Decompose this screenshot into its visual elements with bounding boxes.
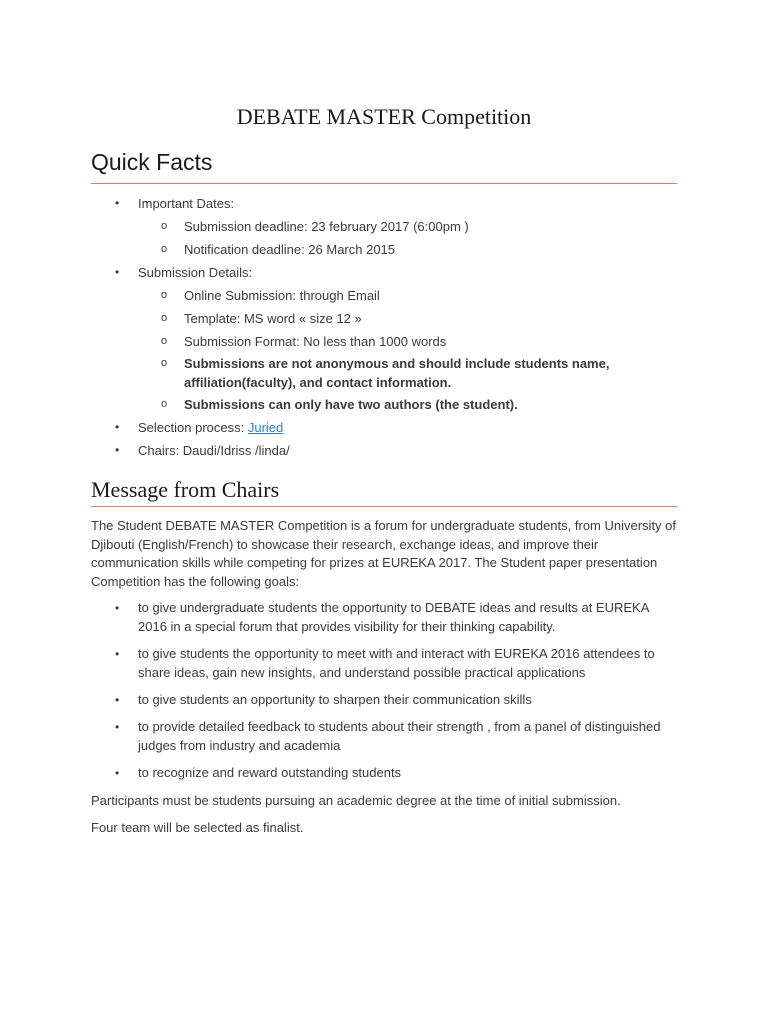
bullet-circle: o xyxy=(161,220,168,232)
bullet-dot: • xyxy=(115,265,120,279)
bullet-dot: • xyxy=(115,766,120,780)
bullet-dot: • xyxy=(115,443,120,457)
message-heading: Message from Chairs xyxy=(91,477,280,502)
intro-paragraph: The Student DEBATE MASTER Competition is a forum for undergraduate students, from University of Djibouti (English/French) to showcase their research, exchange ideas, and improve their communication skills while competing for prizes at EUREKA 2017. The Student paper presentation Competition has the following goals: xyxy=(91,518,677,589)
bullet-circle: o xyxy=(161,357,168,369)
two-authors-note: Submissions can only have two authors (the student). xyxy=(184,397,518,412)
bullet-dot: • xyxy=(115,647,120,661)
selection-process xyxy=(138,418,283,437)
goal-item: to give students the opportunity to meet with and interact with EUREKA 2016 attendees to share ideas, gain new insights, and understand possible practical applications xyxy=(138,646,655,680)
selection-label: Selection process: xyxy=(138,420,248,435)
goal-item: to provide detailed feedback to students about their strength , from a panel of distinguished judges from industry and academia xyxy=(138,719,661,753)
bullet-dot: • xyxy=(115,693,120,707)
goal-item: to give undergraduate students the opportunity to DEBATE ideas and results at EUREKA 2016 in a special forum that provides visibility for their thinking capability. xyxy=(138,600,649,634)
online-submission: Online Submission: through Email xyxy=(184,288,380,303)
juried-link[interactable]: Juried xyxy=(247,420,284,435)
bullet-circle: o xyxy=(161,243,168,255)
bullet-dot: • xyxy=(115,196,120,210)
finalists-paragraph: Four team will be selected as finalist. xyxy=(91,820,304,835)
notification-deadline: Notification deadline: 26 March 2015 xyxy=(184,242,396,257)
goal-item: to recognize and reward outstanding students xyxy=(138,765,402,780)
important-dates-label: Important Dates: xyxy=(138,196,235,211)
quick-facts-heading: Quick Facts xyxy=(91,149,213,175)
not-anonymous-note: Submissions are not anonymous and should include students name, affiliation(faculty), and contact information. xyxy=(184,356,610,390)
bullet-circle: o xyxy=(161,335,168,347)
template-info: Template: MS word « size 12 » xyxy=(184,311,362,326)
bullet-dot: • xyxy=(115,720,120,734)
bullet-circle: o xyxy=(161,289,168,301)
submission-details-label: Submission Details: xyxy=(138,265,253,280)
submission-format: Submission Format: No less than 1000 words xyxy=(184,334,447,349)
message-divider xyxy=(91,506,677,507)
participants-paragraph: Participants must be students pursuing an academic degree at the time of initial submission. xyxy=(91,793,621,808)
document-title: DEBATE MASTER Competition xyxy=(236,104,532,129)
submission-deadline: Submission deadline: 23 february 2017 (6:00pm ) xyxy=(184,219,469,234)
chairs-line: Chairs: Daudi/Idriss /linda/ xyxy=(138,443,290,458)
bullet-dot: • xyxy=(115,420,120,434)
goal-item: to give students an opportunity to sharpen their communication skills xyxy=(138,692,532,707)
bullet-dot: • xyxy=(115,601,120,615)
bullet-circle: o xyxy=(161,398,168,410)
quick-facts-divider xyxy=(91,183,677,184)
bullet-circle: o xyxy=(161,312,168,324)
